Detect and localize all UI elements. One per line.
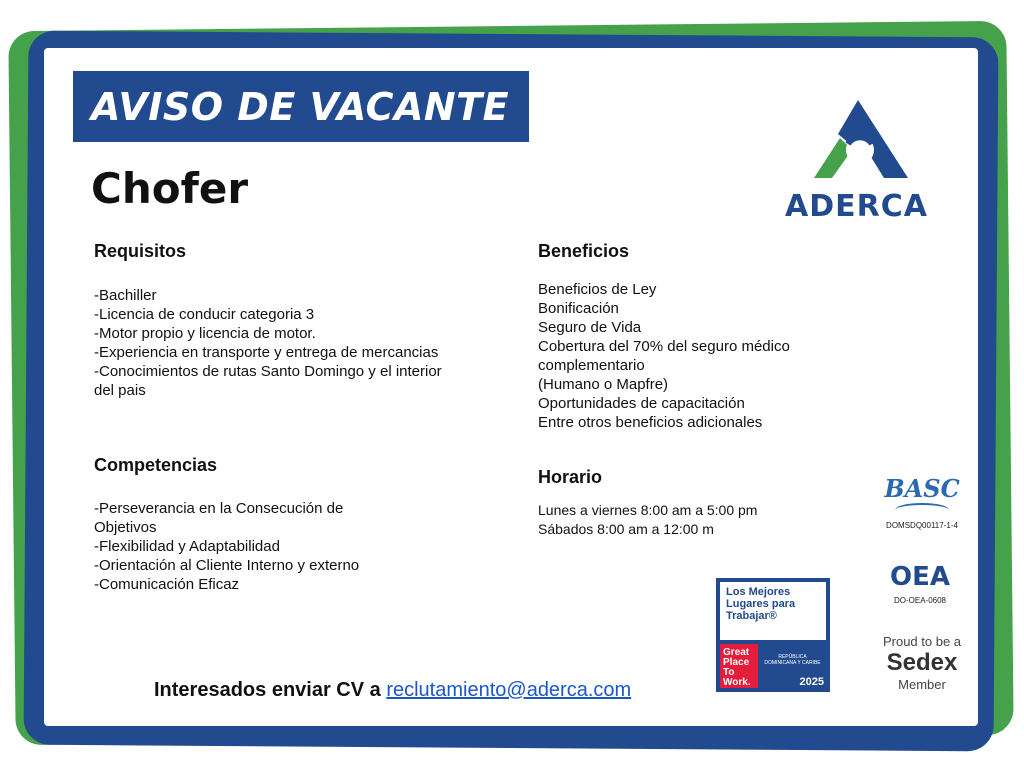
list-item: complementario [538, 357, 645, 374]
sedex-badge [872, 634, 972, 692]
list-item: -Motor propio y licencia de motor. [94, 325, 316, 342]
gptw-heading [720, 582, 826, 640]
email-link[interactable]: reclutamiento@aderca.com [386, 679, 632, 701]
basc-badge [882, 474, 962, 544]
list-item: -Conocimientos de rutas Santo Domingo y el interior [94, 363, 442, 380]
list-item: Objetivos [94, 519, 157, 536]
aderca-wordmark: ADERCA [785, 189, 928, 224]
oea-badge [874, 562, 966, 622]
sedex-logo: Sedex [886, 649, 958, 676]
list-item: Seguro de Vida [538, 319, 642, 336]
gptw-line: Lugares para [726, 598, 796, 610]
gptw-year: 2025 [799, 676, 824, 688]
competencias-list [94, 499, 359, 594]
gptw-right [758, 644, 826, 688]
list-item: -Bachiller [94, 287, 157, 304]
list-item: -Orientación al Cliente Interno y externo [94, 557, 360, 574]
horario-list [538, 501, 757, 539]
gptw-region: REPÚBLICA DOMINICANA Y CARIBE [764, 654, 821, 666]
contact-text: Interesados enviar CV a [154, 679, 387, 701]
basc-logo: BASC [884, 474, 960, 503]
banner-title: AVISO DE VACANTE [91, 84, 510, 129]
list-item: del pais [94, 382, 146, 399]
list-item: Oportunidades de capacitación [538, 395, 745, 412]
requisitos-list [94, 286, 442, 400]
contact-line [154, 679, 631, 702]
list-item: Lunes a viernes 8:00 am a 5:00 pm [538, 502, 758, 518]
vacancy-banner [73, 71, 529, 142]
competencias-title: Competencias [94, 455, 218, 475]
oea-code: DO-OEA-0608 [893, 596, 947, 605]
beneficios-list [538, 280, 790, 432]
beneficios-title: Beneficios [538, 241, 630, 261]
horario-title: Horario [538, 467, 603, 487]
list-item: Entre otros beneficios adicionales [538, 414, 763, 431]
list-item: -Experiencia en transporte y entrega de mercancias [94, 344, 439, 361]
list-item: -Comunicación Eficaz [94, 576, 240, 593]
list-item: Beneficios de Ley [538, 281, 657, 298]
list-item: Bonificación [538, 300, 619, 317]
gptw-bottom [720, 644, 826, 688]
list-item: Sábados 8:00 am a 12:00 m [538, 521, 714, 537]
oea-logo: OEA [890, 562, 950, 592]
list-item: -Flexibilidad y Adaptabilidad [94, 538, 280, 555]
gptw-line: Trabajar® [726, 610, 777, 622]
gptw-great-label: Great Place To Work. [720, 644, 758, 688]
great-place-to-work-badge [716, 578, 830, 692]
sedex-member-text: Member [898, 677, 946, 692]
requisitos-title: Requisitos [94, 241, 187, 261]
list-item: -Perseverancia en la Consecución de [94, 500, 344, 517]
job-title: Chofer [91, 164, 249, 213]
list-item: (Humano o Mapfre) [538, 376, 669, 393]
list-item: Cobertura del 70% del seguro médico [538, 338, 790, 355]
list-item: -Licencia de conducir categoria 3 [94, 306, 315, 323]
basc-code: DOMSDQ00117-1-4 [886, 521, 958, 530]
sedex-proud-text: Proud to be a [882, 634, 962, 649]
gptw-line: Los Mejores [726, 586, 791, 598]
basc-swoosh-icon [895, 503, 949, 517]
